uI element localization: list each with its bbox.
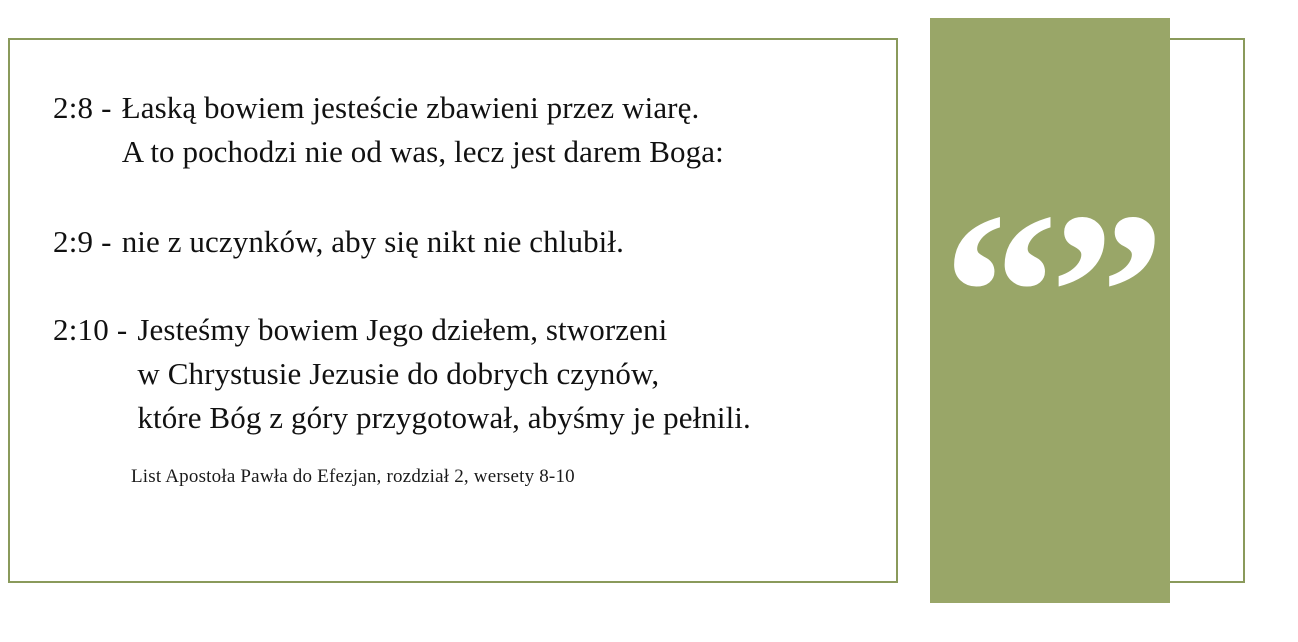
verse-reference: 2:10 - (53, 312, 128, 348)
verse-block (53, 308, 868, 440)
verse-text (137, 308, 868, 440)
attribution-text: List Apostoła Pawła do Efezjan, rozdział 2, wersety 8-10 (131, 466, 575, 488)
verse-reference: 2:9 - (53, 224, 112, 260)
quote-mark-icon (930, 18, 1170, 603)
verse-text (122, 86, 868, 174)
accent-panel (930, 18, 1170, 603)
verse-block (53, 220, 868, 264)
verse-reference: 2:8 - (53, 90, 112, 125)
verse-text (122, 220, 868, 264)
verses-container (8, 38, 898, 583)
verse-line: Łaską bowiem jesteście zbawieni przez wiarę. (121, 90, 700, 125)
verse-line: które Bóg z góry przygotował, abyśmy je pełnili. (137, 400, 751, 436)
verse-line: A to pochodzi nie od was, lecz jest darem Boga: (121, 134, 724, 170)
verse-block (53, 86, 868, 174)
verse-line: Jesteśmy bowiem Jego dziełem, stworzeni (137, 312, 668, 348)
verse-line: w Chrystusie Jezusie do dobrych czynów, (137, 356, 660, 392)
quote-mark-glyph: “” (943, 164, 1157, 420)
verse-line: nie z uczynków, aby się nikt nie chlubił. (121, 224, 624, 260)
